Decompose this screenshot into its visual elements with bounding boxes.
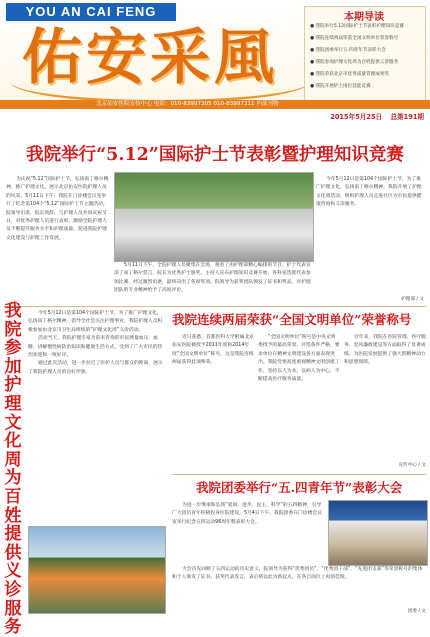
article1-author: 护理部 / 文: [401, 297, 424, 302]
preview-item[interactable]: ● 我院参加护理文化周为百姓提供义诊服务: [310, 60, 399, 65]
issue-number: 总第191期: [390, 113, 424, 121]
article3-title[interactable]: 我院团委举行“五.四青年节”表彰大会: [196, 480, 403, 495]
section-divider: [4, 306, 426, 307]
article4-text: [28, 310, 164, 522]
preview-item[interactable]: ● 我院开展护士岗位技能竞赛: [310, 84, 371, 89]
article1-para2: 5月11日下午，全院护理人员聚集在会场，观看了由护理部精心编排的节目。护士代表宣读了南丁格尔誓言，院长为优秀护士颁奖。主持人宣布护理知识竞赛开始，各科室选派代表参加比赛，经过激烈角逐，最终决出了各项奖项。院领导为获奖团队颁发了证书和奖品，对护理团队的专业精神给予了高度评价。: [114, 263, 311, 294]
main-headline[interactable]: 我院举行“5.12”国际护士节表彰暨护理知识竞赛: [26, 145, 404, 165]
vertical-headline[interactable]: 我院参加护理文化周为百姓提供义诊服务: [4, 301, 22, 637]
article3-para2: 大会首先回顾了五四运动的历史意义，院领导为获得“优秀团员”、“优秀团干部”、“先进团支部”等荣誉称号的集体和个人颁发了证书。获奖代表发言，表示将以此为新起点，在各自岗位上再创佳绩。: [172, 567, 423, 581]
article4-para3: 通过此次活动，进一步拉近了医护人员与群众的距离，展示了我院护理人员的良好形象。: [28, 361, 163, 375]
article4-para1: 今年5月12日是第104个国际护士节，为了推广护理文化，弘扬南丁格尔精神，倡导全社会关注护理事业，我院护理人员积极参加由北京市卫生局组织的“护理文化周”义诊活动。: [28, 311, 163, 333]
article1-para1: 为庆祝“5.12”国际护士节，弘扬南丁格尔精神，推广护理文化，展示北京佑安医院护理人员的风采，5月11日下午，我院在门诊楼会议室举行了纪念第104个“5.12”国际护士节主题活动。院领导出席，院长致辞，与护理人员共同庆祝节日，对优秀护理人员进行表彰，激励全院护理人员不断提升服务水平和护理质量，促进我院护理文化建设与护理工作发展。: [6, 177, 109, 241]
masthead-english-title: YOU AN CAI FENG: [6, 3, 176, 21]
youth-award-photo: [328, 500, 428, 566]
issue-date-row: [330, 112, 424, 122]
preview-item[interactable]: ● 我院连续两届荣获全国文明单位荣誉称号: [310, 36, 399, 41]
article3-author: 团委 / 文: [407, 609, 426, 614]
article2-para3: 近年来，我院在医院管理、医疗服务、党风廉政建设等方面取得了显著成绩，为医院发展提供了强大的精神动力和思想保障。: [344, 335, 426, 366]
section-divider: [172, 474, 426, 475]
article2-para2: “全国文明单位”称号是中央文明委授予的最高荣誉，评选条件严格，要求单位在精神文明建设各方面表现突出。我院党委高度重视精神文明创建工作，坚持以人为本，以病人为中心，不断提高医疗服务质量。: [258, 335, 340, 383]
article1-para3: 今年5月12日是第104个国际护士节，为了推广护理文化，弘扬南丁格尔精神，我院开展了护理文化周活动，组织护理人员走进社区为市民提供健康咨询和义诊服务。: [316, 177, 422, 208]
preview-item[interactable]: ● 我院举行5.12国际护士节表彰护理知识竞赛: [310, 24, 404, 29]
issue-date: 2015年5月25日: [330, 113, 383, 121]
article2-title[interactable]: 我院连续两届荣获“全国文明单位”荣誉称号: [172, 312, 412, 327]
preview-item[interactable]: ● 我院荣获北京市优秀质量管理成果奖: [310, 72, 389, 77]
info-bar-text: 北京佑安医院宣传中心 电话：010-83997305 010-83997311 内部刊物: [96, 101, 279, 107]
preview-title: 本期导读: [344, 12, 384, 23]
preview-item[interactable]: ● 我院团委举行五.四青年节表彰大会: [310, 48, 386, 53]
free-clinic-photo: [28, 526, 166, 614]
article3-para1: 为进一步继承和弘扬“爱国、进步、民主、科学”的五四精神，引导广大团员青年积极投身医院建设，5月4日下午，我院团委在门诊楼会议室举行纪念五四运动96周年暨表彰大会。: [172, 503, 323, 525]
article2-author: 宣传中心 / 文: [398, 463, 426, 468]
nurses-stage-photo: [114, 172, 314, 262]
article2-para1: 近日获悉，首都医科大学附属北京佑安医院被授予2011年度和2014年度“全国文明单位”称号，这是我院连续两届获得此项殊荣。: [172, 335, 254, 366]
masthead-logo-title: 佑安采風: [22, 23, 278, 93]
article4-para2: 活动当天，我院护理专家为前来咨询的市民测量血压、血糖，讲解慢性病防治知识和健康生活方式，受到了广大市民的热烈欢迎和一致好评。: [28, 336, 163, 359]
